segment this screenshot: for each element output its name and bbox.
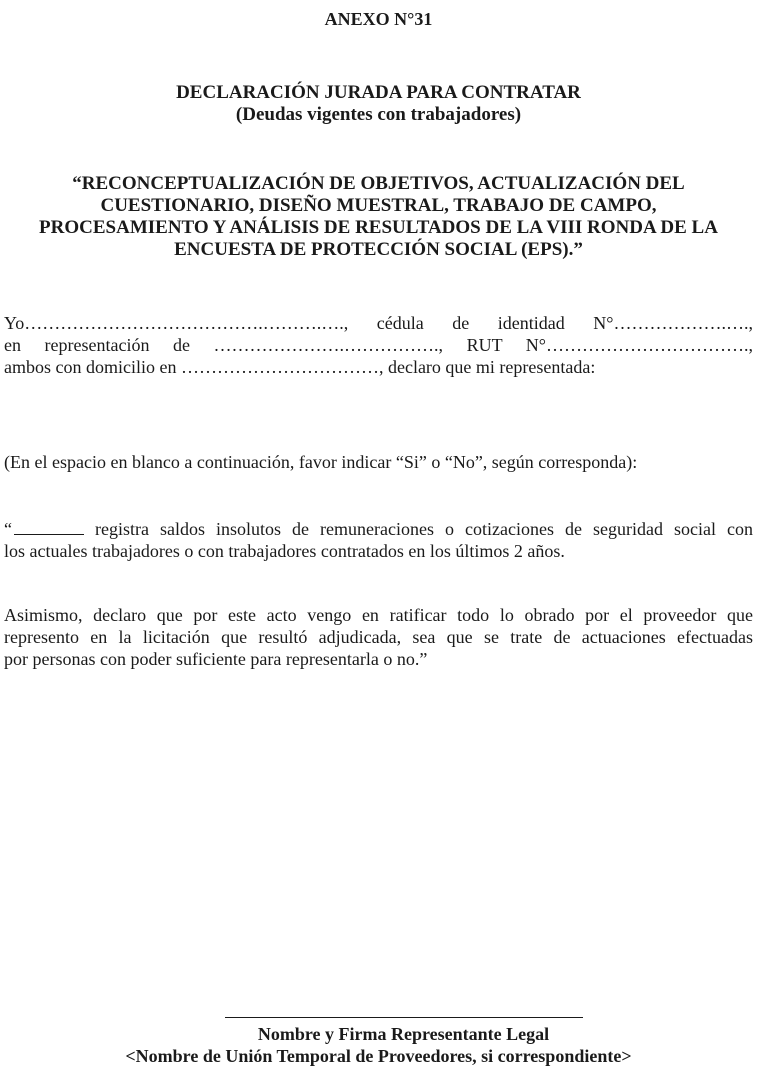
identity-line: ambos con domicilio en ……………………………, declaro que mi representada: bbox=[4, 357, 596, 377]
ratification-line: Asimismo, declaro que por este acto vengo en ratificar todo lo obrado por el proveedor que bbox=[4, 605, 753, 625]
identity-line: Yo………………………………….……….…., cédula de identidad N°……………….…., bbox=[4, 313, 753, 333]
declaration-subtitle: (Deudas vigentes con trabajadores) bbox=[235, 104, 522, 125]
declaration-title: DECLARACIÓN JURADA PARA CONTRATAR bbox=[176, 82, 581, 103]
union-name-caption: <Nombre de Unión Temporal de Proveedores, si correspondiente> bbox=[125, 1046, 632, 1066]
project-title-line: PROCESAMIENTO Y ANÁLISIS DE RESULTADOS DE LA VIII RONDA DE LA bbox=[39, 217, 718, 238]
annex-number: ANEXO N°31 bbox=[324, 9, 433, 29]
statement-line: los actuales trabajadores o con trabajadores contratados en los últimos 2 años. bbox=[4, 541, 565, 561]
signature-line bbox=[225, 1017, 583, 1018]
identity-line: en representación de ………………….……………., RUT N°……………………………., bbox=[4, 335, 753, 355]
instruction-paragraph bbox=[4, 451, 753, 473]
statement-text: registra saldos insolutos de remuneraciones o cotizaciones de seguridad social con bbox=[84, 519, 753, 539]
project-title-line: “RECONCEPTUALIZACIÓN DE OBJETIVOS, ACTUALIZACIÓN DEL bbox=[72, 173, 685, 194]
statement-paragraph bbox=[4, 518, 753, 562]
project-title-line: CUESTIONARIO, DISEÑO MUESTRAL, TRABAJO DE CAMPO, bbox=[100, 195, 657, 216]
open-quote: “ bbox=[4, 519, 12, 539]
signature-caption: Nombre y Firma Representante Legal bbox=[257, 1024, 550, 1044]
instruction-text: (En el espacio en blanco a continuación, favor indicar “Si” o “No”, según corresponda): bbox=[4, 452, 638, 472]
project-title bbox=[10, 173, 747, 261]
ratification-line: represento en la licitación que resultó adjudicada, sea que se trate de actuaciones efectuadas bbox=[4, 627, 753, 647]
yes-no-blank-field[interactable] bbox=[14, 520, 84, 535]
project-title-line: ENCUESTA DE PROTECCIÓN SOCIAL (EPS).” bbox=[174, 239, 583, 260]
ratification-paragraph bbox=[4, 604, 753, 670]
identity-paragraph bbox=[4, 312, 753, 378]
statement-line bbox=[4, 518, 753, 540]
ratification-line: por personas con poder suficiente para representarla o no.” bbox=[4, 649, 428, 669]
